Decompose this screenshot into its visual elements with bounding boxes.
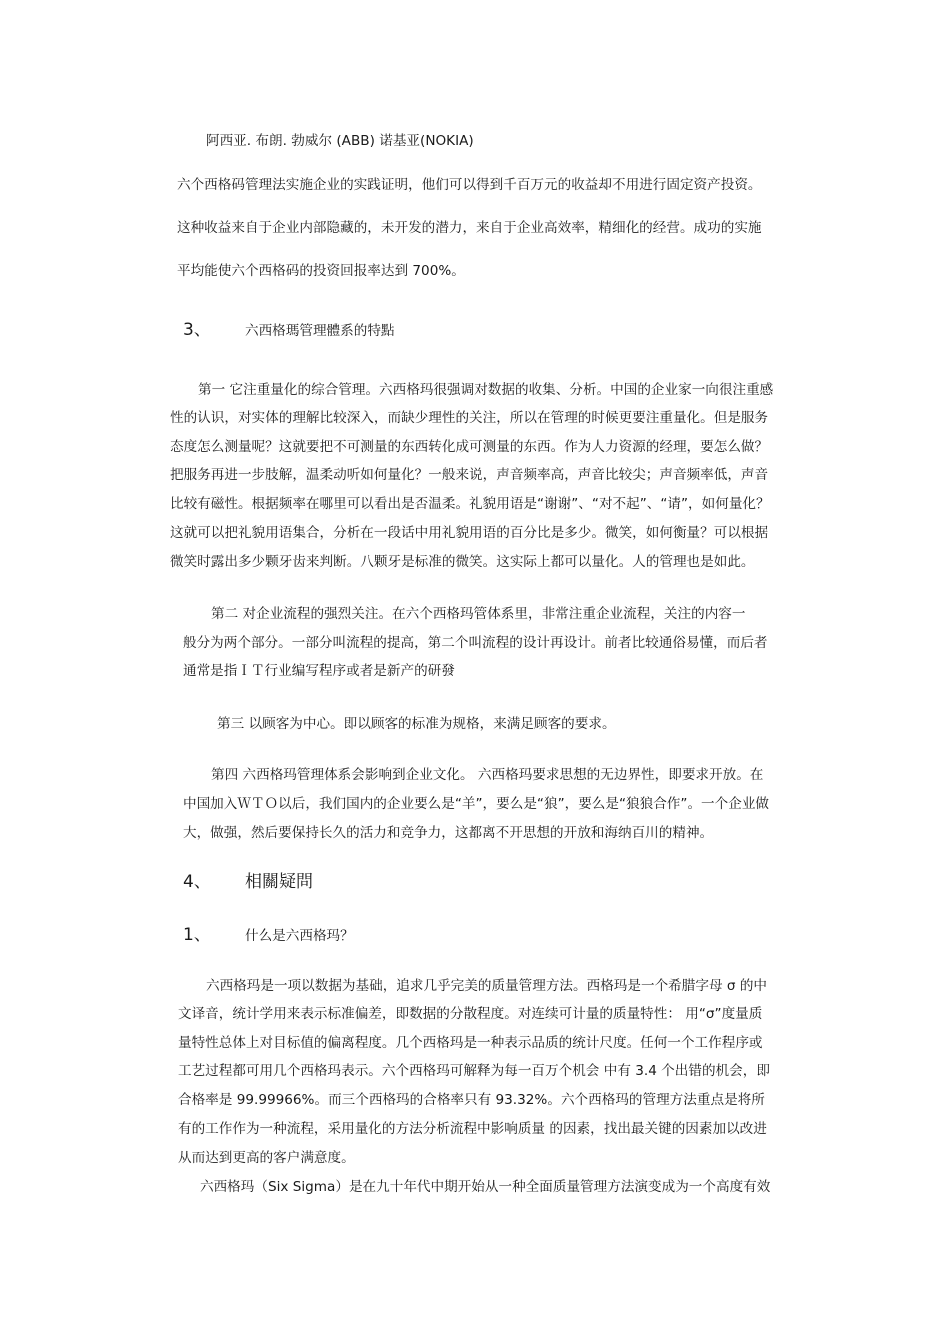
para-first-line-1: 第一 它注重量化的综合管理。六西格玛很强调对数据的收集、分析。中国的企业家一向很注重感 [198,382,774,398]
intro-line-2: 这种收益来自于企业内部隐藏的，未开发的潜力，来自于企业高效率，精细化的经营。成功的实施 [177,220,762,236]
para-fourth-line-1: 第四 六西格玛管理体系会影响到企业文化。 六西格玛要求思想的无边界性，即要求开放。在 [211,767,764,783]
section-3-number: 3、 [183,320,211,340]
para-first-line-2: 性的认识，对实体的理解比较深入，而缺少理性的关注，所以在管理的时候更要注重量化。但是服务 [170,410,769,426]
para-first-line-3: 态度怎么测量呢？这就要把不可测量的东西转化成可测量的东西。作为人力资源的经理，要怎么做？ [170,439,769,455]
para-second-line-2: 般分为两个部分。一部分叫流程的提高，第二个叫流程的设计再设计。前者比较通俗易懂，而后者 [183,635,768,651]
answer-line-6: 有的工作作为一种流程，采用量化的方法分析流程中影响质量 的因素，找出最关键的因素加以改进 [178,1121,767,1137]
intro-line-1: 六个西格码管理法实施企业的实践证明，他们可以得到千百万元的收益却不用进行固定资产投资。 [177,177,762,193]
para-second-line-1: 第二 对企业流程的强烈关注。在六个西格玛管体系里，非常注重企业流程，关注的内容一 [211,606,746,622]
para-first-line-5: 比较有磁性。根据频率在哪里可以看出是否温柔。礼貌用语是“谢谢”、“对不起”、“请”，如何量化？ [170,496,770,512]
answer-line-7: 从而达到更高的客户满意度。 [178,1150,355,1166]
section-4-heading [183,870,313,894]
answer-line-5: 合格率是 99.99966%。而三个西格玛的合格率只有 93.32%。六个西格玛的管理方法重点是将所 [178,1092,765,1108]
para-fourth-line-2: 中国加入ＷＴＯ以后，我们国内的企业要么是“羊”，要么是“狼”，要么是“狼狼合作”。一个企业做 [183,796,770,812]
companies-line: 阿西亚. 布朗. 勃威尔 (ABB) 诺基亚(NOKIA) [206,133,474,149]
answer-line-1: 六西格玛是一项以数据为基础，追求几乎完美的质量管理方法。西格玛是一个希腊字母 σ 的中 [206,978,768,994]
intro-line-3: 平均能使六个西格码的投资回报率达到 700%。 [177,263,465,279]
section-3-title: 六西格瑪管理體系的特點 [245,323,395,339]
answer-line-4: 工艺过程都可用几个西格玛表示。六个西格玛可解释为每一百万个机会 中有 3.4 个出错的机会，即 [178,1063,770,1079]
question-1-heading [183,924,354,947]
answer-line-2: 文译音，统计学用来表示标准偏差，即数据的分散程度。对连续可计量的质量特性： 用“σ”度量质 [178,1006,763,1022]
para-fourth-line-3: 大，做强，然后要保持长久的活力和竞争力，这都离不开思想的开放和海纳百川的精神。 [183,825,714,841]
para-first-line-7: 微笑时露出多少颗牙齿来判断。八颗牙是标准的微笑。这实际上都可以量化。人的管理也是如此。 [170,554,755,570]
question-1-title: 什么是六西格玛？ [245,928,354,944]
para-third: 第三 以顾客为中心。即以顾客的标准为规格，来满足顾客的要求。 [217,716,616,732]
section-4-title: 相關疑問 [245,872,313,892]
answer-line-3: 量特性总体上对目标值的偏离程度。几个西格玛是一种表示品质的统计尺度。任何一个工作程序或 [178,1035,763,1051]
para-first-line-4: 把服务再进一步肢解，温柔动听如何量化？一般来说，声音频率高，声音比较尖；声音频率低，声音 [170,467,769,483]
para-second-line-3: 通常是指ＩＴ行业编写程序或者是新产的研發 [183,663,455,679]
section-3-heading [183,320,395,341]
question-1-number: 1、 [183,925,211,945]
section-4-number: 4、 [183,872,211,892]
para-first-line-6: 这就可以把礼貌用语集合，分析在一段话中用礼貌用语的百分比是多少。微笑，如何衡量？可以根据 [170,525,769,541]
last-line: 六西格玛（Six Sigma）是在九十年代中期开始从一种全面质量管理方法演变成为一个高度有效 [200,1179,771,1195]
